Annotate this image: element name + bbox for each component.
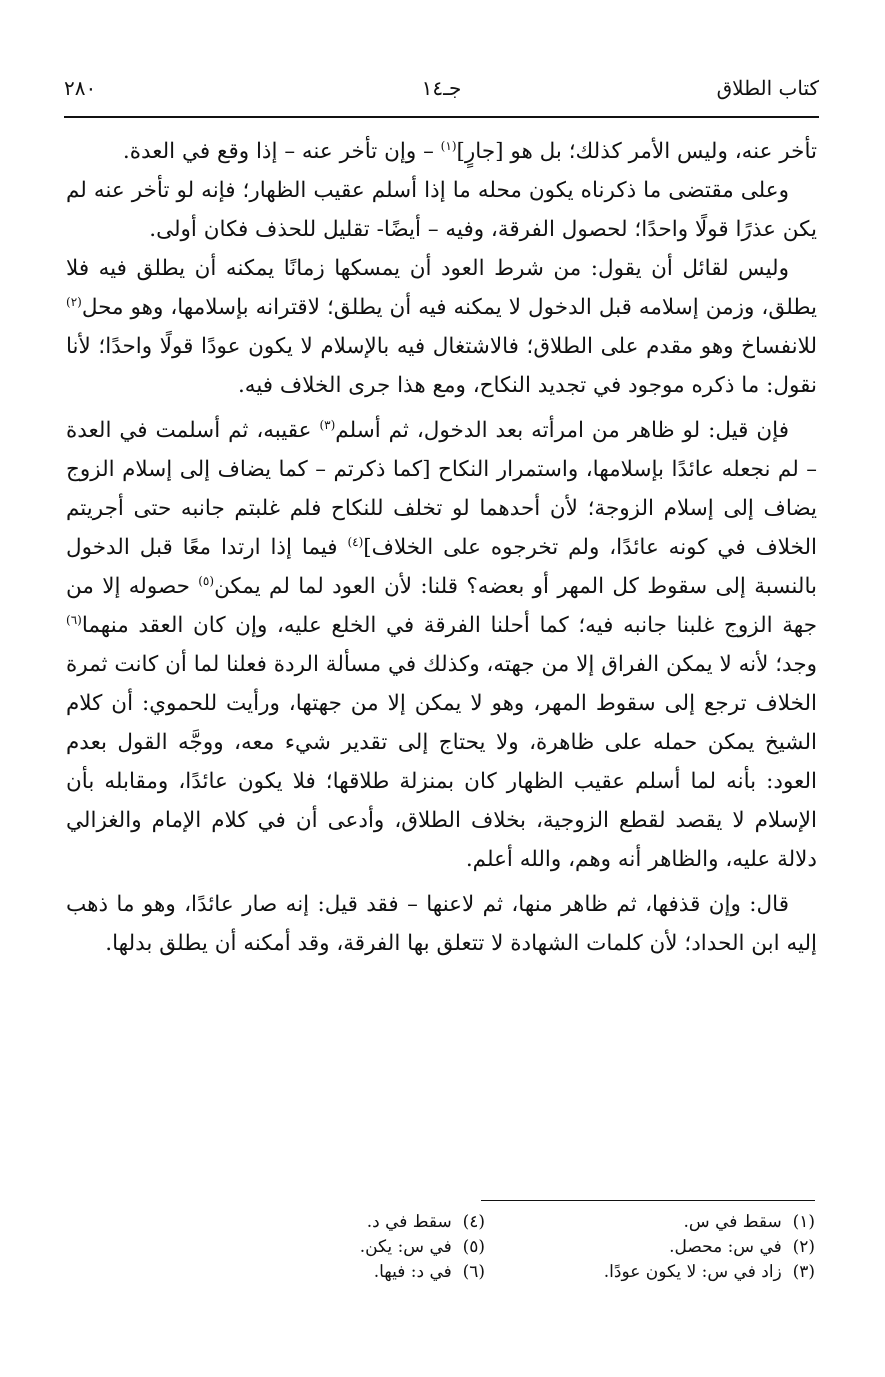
page-number: ٢٨٠ bbox=[64, 76, 97, 100]
footnote-item: (٢) في س: محصل. bbox=[669, 1237, 815, 1257]
running-header bbox=[64, 70, 819, 110]
footnote-item: (٣) زاد في س: لا يكون عودًا. bbox=[603, 1262, 815, 1282]
footnote-item: (١) سقط في س. bbox=[683, 1212, 815, 1232]
header-rule bbox=[64, 116, 819, 118]
footnote-ref: (٢) bbox=[66, 294, 82, 309]
footnote-rule bbox=[481, 1200, 815, 1201]
paragraph: وعلى مقتضى ما ذكرناه يكون محله ما إذا أسلم عقيب الظهار؛ فإنه لو تأخر عنه لم يكن عذرًا قولًا واحدًا؛ لحصول الفرقة، وفيه – أيضًا- تقليل للحذف فكان أولى. bbox=[66, 178, 817, 242]
footnote-ref: (٣) bbox=[319, 417, 336, 432]
footnote-ref: (٤) bbox=[347, 534, 364, 549]
paragraph: فإن قيل: لو ظاهر من امرأته بعد الدخول، ثم أسلم$^{(٣)}$ عقيبه، ثم أسلمت في العدة – لم نجعله عائدًا بإسلامها، واستمرار النكاح [كما ذكرتم – كما يضاف إلى إسلام الزوج يضاف إلى إسلام الزوجة؛ لأن أحدهما لو تخلف للنكاح فلم غلبتم جانبه حتى أجريتم الخلاف في كونه عائدًا، ولم تخرجوه على الخلاف]$^{(٤)}$ فيما إذا ارتدا معًا قبل الدخول بالنسبة إلى سقوط كل المهر أو بعضه؟ قلنا: لأن العود لما لم يمكن$^{(٥)}$ حصوله إلا من جهة الزوج غلبنا جانبه فيه؛ كما أحلنا الفرقة في الخلع عليه، وإن كان العقد منهما$^{(٦)}$ وجد؛ لأنه لا يمكن الفراق إلا من جهته، وكذلك في مسألة الردة فعلنا لما أن كانت ثمرة الخلاف ترجع إلى سقوط المهر، وهو لا يمكن إلا من جهتها، ورأيت للحموي: أن كلام الشيخ يمكن حمله على ظاهرة، ولا يحتاج إلى تقدير شيء معه، ووجَّه القول بعدم العود: بأنه لما أسلم عقيب الظهار كان بمنزلة طلاقها؛ فلا يكون عائدًا، ومقابله بأن الإسلام لا يقصد لقطع الزوجية، بخلاف الطلاق، وأدعى أن في كلام الإمام والغزالي دلالة عليه، والظاهر أنه وهم، والله أعلم. bbox=[66, 417, 817, 872]
paragraph: تأخر عنه، وليس الأمر كذلك؛ بل هو [جارٍ]$^{(١)}$ – وإن تأخر عنه – إذا وقع في العدة. bbox=[122, 138, 817, 164]
footnote-item: (٦) في د: فيها. bbox=[373, 1262, 485, 1282]
paragraph: وليس لقائل أن يقول: من شرط العود أن يمسكها زمانًا يمكنه أن يطلق فيه فلا يطلق، وزمن إسلامه قبل الدخول لا يمكنه فيه أن يطلق؛ لاقترانه بإسلامها، وهو محل$^{(٢)}$ للانفساخ وهو مقدم على الطلاق؛ فالاشتغال فيه بالإسلام لا يكون عودًا قولًا واحدًا؛ لأنا نقول: ما ذكره موجود في تجديد النكاح، ومع هذا جرى الخلاف فيه. bbox=[66, 256, 817, 398]
footnote-item: (٥) في س: يكن. bbox=[359, 1237, 485, 1257]
footnote-column bbox=[255, 1210, 485, 1285]
main-text bbox=[66, 132, 817, 963]
footnote-ref: (٦) bbox=[66, 612, 82, 627]
paragraph: قال: وإن قذفها، ثم ظاهر منها، ثم لاعنها – فقد قيل: إنه صار عائدًا، وهو ما ذهب إليه ابن الحداد؛ لأن كلمات الشهادة لا تتعلق بها الفرقة، وقد أمكنه أن يطلق بدلها. bbox=[66, 892, 817, 956]
volume-label: جـ١٤ bbox=[421, 76, 462, 100]
footnote-item: (٤) سقط في د. bbox=[366, 1212, 485, 1232]
footnote-ref: (١) bbox=[440, 138, 457, 153]
footnote-ref: (٥) bbox=[198, 573, 215, 588]
footnote-column bbox=[515, 1210, 815, 1285]
book-title: كتاب الطلاق bbox=[716, 76, 819, 100]
